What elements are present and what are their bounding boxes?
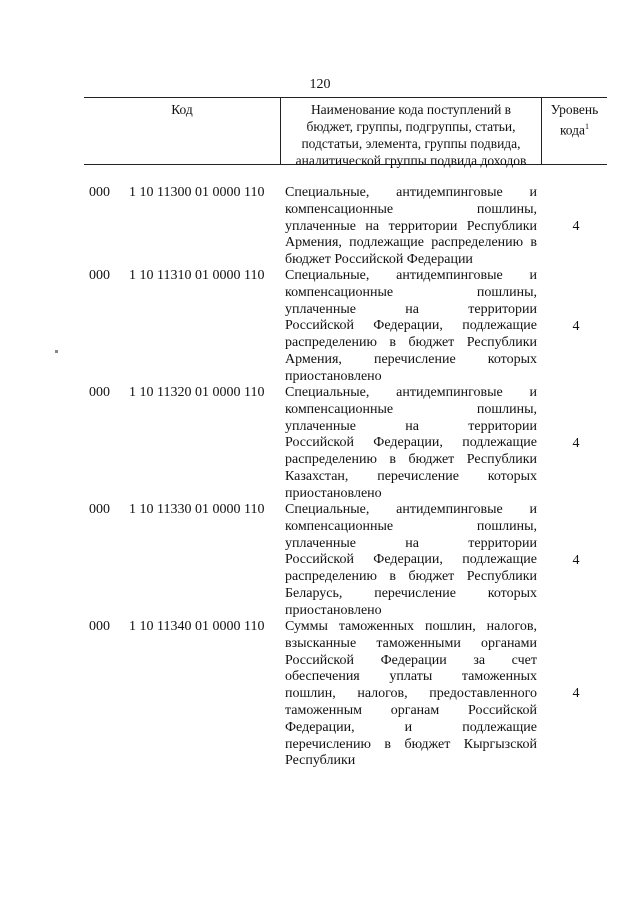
header-name-line: бюджет, группы, подгруппы, статьи, xyxy=(306,119,516,134)
name-line: Специальные, антидемпинговые и xyxy=(285,385,537,400)
name-line: бюджет Российской Федерации xyxy=(285,252,473,268)
name-line: Казахстан, перечисление которых xyxy=(285,468,537,484)
name-line: Российской Федерации, подлежащие xyxy=(285,435,537,451)
revenue-code: 1 10 11340 01 0000 110 xyxy=(129,619,265,634)
footnote-marker: 1 xyxy=(585,122,590,131)
name-line: компенсационные пошлины, xyxy=(285,201,537,217)
header-name-line: Наименование кода поступлений в xyxy=(310,102,512,117)
code-level: 4 xyxy=(572,319,580,334)
name-line: Республики xyxy=(285,753,356,769)
name-line: приостановлено xyxy=(285,485,382,501)
revenue-name xyxy=(285,619,537,770)
revenue-name xyxy=(285,502,537,620)
code-level: 4 xyxy=(572,219,580,234)
name-line: Специальные, антидемпинговые и xyxy=(285,502,537,517)
name-line: уплаченные на территории xyxy=(285,301,537,317)
revenue-code: 1 10 11320 01 0000 110 xyxy=(129,385,265,400)
name-line: распределению в бюджет Республики xyxy=(285,335,537,351)
header-level-line: Уровень xyxy=(550,102,599,117)
admin-code: 000 xyxy=(89,185,110,200)
revenue-name xyxy=(285,385,537,503)
header-name-line: подстатьи, элемента, группы подвида, xyxy=(301,136,521,151)
name-line: Армения, перечисление которых xyxy=(285,351,537,367)
name-line: Суммы таможенных пошлин, налогов, xyxy=(285,619,537,634)
name-line: перечислению в бюджет Кыргызской xyxy=(285,736,537,752)
header-name xyxy=(281,98,542,168)
name-line: Специальные, антидемпинговые и xyxy=(285,185,537,200)
name-line: компенсационные пошлины, xyxy=(285,284,537,300)
name-line: Специальные, антидемпинговые и xyxy=(285,268,537,283)
name-line: уплаченные на территории Республики xyxy=(285,218,537,234)
code-level: 4 xyxy=(572,686,580,701)
name-line: распределению в бюджет Республики xyxy=(285,569,537,585)
name-line: приостановлено xyxy=(285,368,382,384)
header-code: Код xyxy=(84,98,281,164)
page-number: 120 xyxy=(309,77,331,92)
admin-code: 000 xyxy=(89,385,110,400)
revenue-code: 1 10 11330 01 0000 110 xyxy=(129,502,265,517)
revenue-name xyxy=(285,268,537,386)
revenue-code: 1 10 11300 01 0000 110 xyxy=(129,185,265,200)
name-line: компенсационные пошлины, xyxy=(285,518,537,534)
name-line: уплаченные на территории xyxy=(285,535,537,551)
revenue-name xyxy=(285,185,537,269)
code-level: 4 xyxy=(572,553,580,568)
revenue-code: 1 10 11310 01 0000 110 xyxy=(129,268,265,283)
header-name-line: аналитической группы подвида доходов xyxy=(295,153,527,168)
header-level-line xyxy=(542,118,607,139)
name-line: Российской Федерации, подлежащие xyxy=(285,318,537,334)
name-line: пошлин, налогов, предоставленного xyxy=(285,686,537,702)
name-line: Российской Федерации, подлежащие xyxy=(285,552,537,568)
table-header xyxy=(84,97,607,168)
name-line: Беларусь, перечисление которых xyxy=(285,585,537,601)
header-level-text: кода xyxy=(559,122,586,138)
name-line: уплаченные на территории xyxy=(285,418,537,434)
admin-code: 000 xyxy=(89,619,110,634)
name-line: распределению в бюджет Республики xyxy=(285,452,537,468)
code-level: 4 xyxy=(572,436,580,451)
header-level xyxy=(542,98,607,164)
name-line: таможенным органам Российской xyxy=(285,702,537,718)
name-line: Армения, подлежащие распределению в xyxy=(285,235,537,251)
scan-speck xyxy=(55,350,58,353)
name-line: обеспечения уплаты таможенных xyxy=(285,669,537,685)
name-line: компенсационные пошлины, xyxy=(285,401,537,417)
name-line: Федерации, и подлежащие xyxy=(285,719,537,735)
admin-code: 000 xyxy=(89,268,110,283)
admin-code: 000 xyxy=(89,502,110,517)
name-line: приостановлено xyxy=(285,602,382,618)
name-line: взысканные таможенными органами xyxy=(285,635,537,651)
name-line: Российской Федерации за счет xyxy=(285,652,537,668)
